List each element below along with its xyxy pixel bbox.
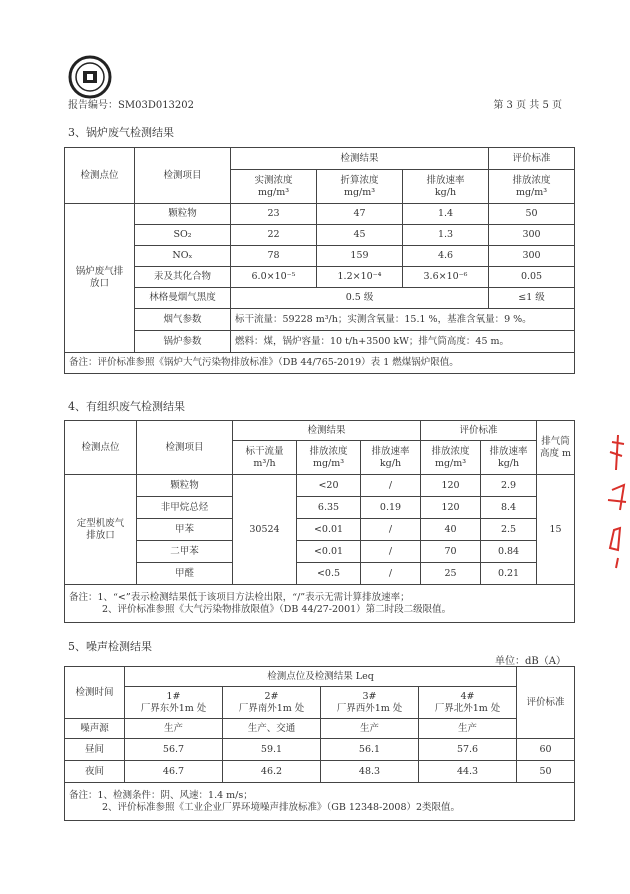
- table-cell: 0.21: [481, 563, 537, 585]
- table-cell: 120: [421, 475, 481, 497]
- table-cell: 二甲苯: [137, 541, 233, 563]
- table-cell: 56.7: [125, 739, 223, 761]
- table-cell: 60: [517, 739, 575, 761]
- noise-table: [64, 666, 575, 821]
- table-cell: 46.2: [223, 761, 321, 783]
- table-cell: 1.3: [403, 225, 489, 246]
- subheader-std-conc: 排放浓度 mg/m³: [489, 170, 575, 204]
- red-stamp-fragment: [598, 430, 630, 570]
- flow-cell: 30524: [233, 475, 297, 585]
- subheader-actual: 实测浓度 mg/m³: [231, 170, 317, 204]
- table-cell: 25: [421, 563, 481, 585]
- table-cell: 6.0×10⁻⁵: [231, 267, 317, 288]
- table-note: 备注：评价标准参照《锅炉大气污染物排放标准》（DB 44/765-2019）表 1 燃煤锅炉限值。: [65, 353, 575, 374]
- table-note: 备注：1、检测条件：阴、风速：1.4 m/s； 2、评价标准参照《工业企业厂界环境噪声排放标准》（GB 12348-2008）2类限值。: [65, 783, 575, 821]
- company-logo: [68, 55, 112, 99]
- section-3-title: 3、锅炉废气检测结果: [68, 126, 174, 139]
- table-cell: 22: [231, 225, 317, 246]
- table-cell: SO₂: [135, 225, 231, 246]
- col-header-result: 检测结果: [233, 421, 421, 441]
- table-cell: 2.5: [481, 519, 537, 541]
- row-label-day: 昼间: [65, 739, 125, 761]
- table-cell: <20: [297, 475, 361, 497]
- table-cell: /: [361, 563, 421, 585]
- point-header-2: 2# 厂界南外1m 处: [223, 687, 321, 719]
- table-cell: 47: [317, 204, 403, 225]
- row-label-source: 噪声源: [65, 719, 125, 739]
- subheader-flow: 标干流量 m³/h: [233, 441, 297, 475]
- section-5-title: 5、噪声检测结果: [68, 640, 152, 653]
- point-header-3: 3# 厂界西外1m 处: [321, 687, 419, 719]
- subheader-std-conc: 排放浓度 mg/m³: [421, 441, 481, 475]
- table-cell: 0.84: [481, 541, 537, 563]
- table-cell: 44.3: [419, 761, 517, 783]
- table-cell: 生产: [419, 719, 517, 739]
- table-cell: 0.5 级: [231, 288, 489, 309]
- table-note: 备注：1、“<”表示检测结果低于该项目方法检出限，“/”表示无需计算排放速率； 2、评价标准参照《大气污染物排放限值》（DB 44/27-2001）第二时段二级限值。: [65, 585, 575, 623]
- table-cell: /: [361, 475, 421, 497]
- table-cell: /: [361, 541, 421, 563]
- col-header-standard: 评价标准: [489, 148, 575, 170]
- table-cell: 40: [421, 519, 481, 541]
- subheader-rate: 排放速率 kg/h: [361, 441, 421, 475]
- table-cell: 70: [421, 541, 481, 563]
- height-cell: 15: [537, 475, 575, 585]
- col-header-standard: 评价标准: [421, 421, 537, 441]
- report-number: 报告编号：SM03D013202: [68, 100, 195, 111]
- table-cell: 59.1: [223, 739, 321, 761]
- table-cell: 78: [231, 246, 317, 267]
- unit-label: 单位：dB（A）: [495, 656, 566, 667]
- page-number: 第 3 页 共 5 页: [493, 100, 562, 111]
- table-cell: 3.6×10⁻⁶: [403, 267, 489, 288]
- table-cell: 300: [489, 225, 575, 246]
- table-cell: 汞及其化合物: [135, 267, 231, 288]
- subheader-converted: 折算浓度 mg/m³: [317, 170, 403, 204]
- table-cell: 生产、交通: [223, 719, 321, 739]
- table-cell: <0.01: [297, 541, 361, 563]
- table-cell: 非甲烷总烃: [137, 497, 233, 519]
- col-header-result: 检测结果: [231, 148, 489, 170]
- table-cell: 48.3: [321, 761, 419, 783]
- organized-exhaust-table: [64, 420, 575, 623]
- point-header-1: 1# 厂界东外1m 处: [125, 687, 223, 719]
- col-header-item: 检测项目: [135, 148, 231, 204]
- subheader-conc: 排放浓度 mg/m³: [297, 441, 361, 475]
- table-cell: 45: [317, 225, 403, 246]
- col-header-time: 检测时间: [65, 667, 125, 719]
- table-cell: 0.05: [489, 267, 575, 288]
- col-header-height: 排气筒高度 m: [537, 421, 575, 475]
- table-cell: 4.6: [403, 246, 489, 267]
- col-header-result: 检测点位及检测结果 Leq: [125, 667, 517, 687]
- point-header-4: 4# 厂界北外1m 处: [419, 687, 517, 719]
- row-label-night: 夜间: [65, 761, 125, 783]
- table-cell: 23: [231, 204, 317, 225]
- table-cell: 标干流量：59228 m³/h；实测含氧量：15.1 %，基准含氧量：9 %。: [231, 309, 575, 331]
- table-cell: /: [361, 519, 421, 541]
- table-cell: NOₓ: [135, 246, 231, 267]
- table-cell: 50: [517, 761, 575, 783]
- table-cell: 甲苯: [137, 519, 233, 541]
- table-cell: 锅炉参数: [135, 331, 231, 353]
- table-cell: ≤1 级: [489, 288, 575, 309]
- table-cell: 46.7: [125, 761, 223, 783]
- table-cell: 林格曼烟气黑度: [135, 288, 231, 309]
- table-cell: 6.35: [297, 497, 361, 519]
- table-cell: 120: [421, 497, 481, 519]
- boiler-exhaust-table: [64, 147, 575, 374]
- col-header-standard: 评价标准: [517, 667, 575, 739]
- col-header-item: 检测项目: [137, 421, 233, 475]
- table-cell: 烟气参数: [135, 309, 231, 331]
- table-cell: 颗粒物: [135, 204, 231, 225]
- table-cell: 生产: [321, 719, 419, 739]
- table-cell: 56.1: [321, 739, 419, 761]
- table-cell: 159: [317, 246, 403, 267]
- table-cell: <0.01: [297, 519, 361, 541]
- col-header-point: 检测点位: [65, 148, 135, 204]
- table-cell: 1.4: [403, 204, 489, 225]
- table-cell: 0.19: [361, 497, 421, 519]
- table-cell: 颗粒物: [137, 475, 233, 497]
- table-cell: 生产: [125, 719, 223, 739]
- table-cell: 燃料：煤，锅炉容量：10 t/h+3500 kW；排气筒高度：45 m。: [231, 331, 575, 353]
- point-cell: 定型机废气排放口: [65, 475, 137, 585]
- col-header-point: 检测点位: [65, 421, 137, 475]
- section-4-title: 4、有组织废气检测结果: [68, 400, 185, 413]
- table-cell: 1.2×10⁻⁴: [317, 267, 403, 288]
- table-cell: 8.4: [481, 497, 537, 519]
- table-cell: 2.9: [481, 475, 537, 497]
- point-cell: 锅炉废气排放口: [65, 204, 135, 353]
- table-cell: 300: [489, 246, 575, 267]
- table-cell: 57.6: [419, 739, 517, 761]
- subheader-rate: 排放速率 kg/h: [403, 170, 489, 204]
- table-cell: <0.5: [297, 563, 361, 585]
- subheader-std-rate: 排放速率 kg/h: [481, 441, 537, 475]
- table-cell: 50: [489, 204, 575, 225]
- table-cell: 甲醛: [137, 563, 233, 585]
